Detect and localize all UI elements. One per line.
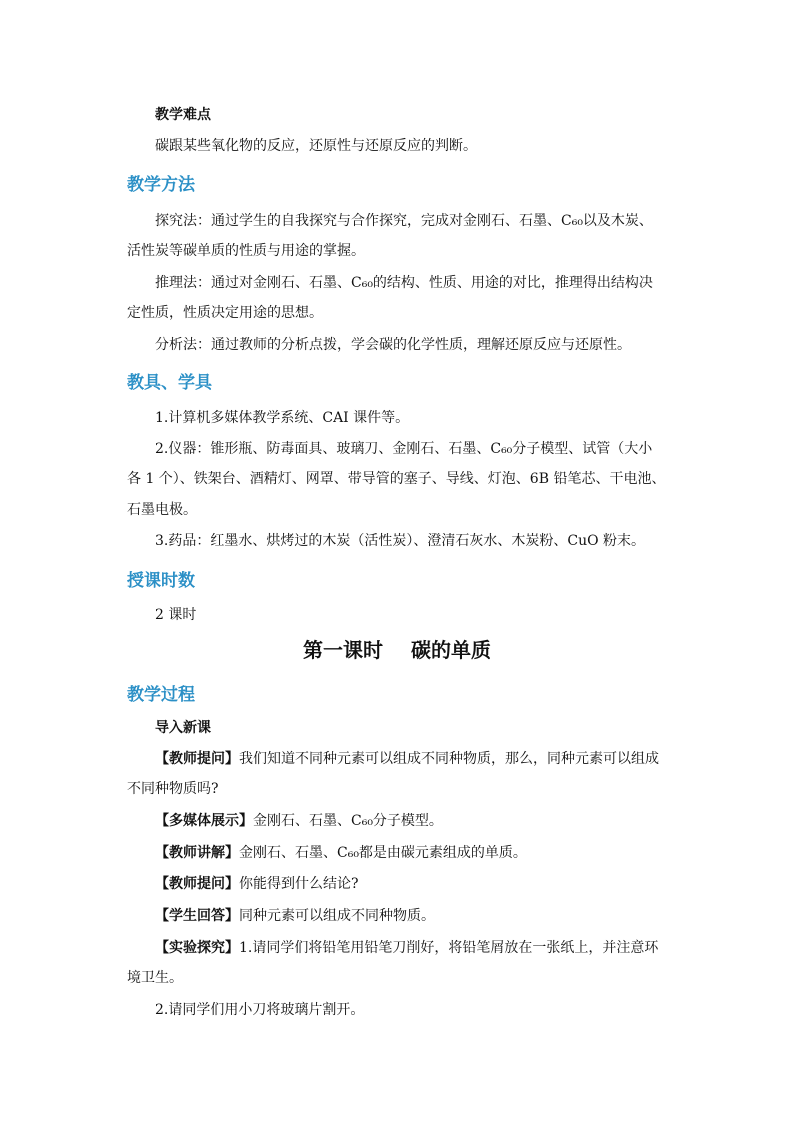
lesson-title <box>0 634 794 663</box>
difficulty-text: 碳跟某些氧化物的反应，还原性与还原反应的判断。 <box>155 138 477 154</box>
experiment-explore <box>155 937 658 957</box>
tag-label: 【实验探究】 <box>155 940 239 956</box>
tag-label: 【教师提问】 <box>155 751 239 767</box>
hours-text: 2 课时 <box>155 607 197 623</box>
methods-p2-line2: 定性质，性质决定用途的思想。 <box>127 305 323 321</box>
process-intro: 导入新课 <box>155 720 211 736</box>
lesson-title-part1: 第一课时 <box>303 638 383 662</box>
paragraph-text: 我们知道不同种元素可以组成不同种物质，那么，同种元素可以组成 <box>239 751 659 767</box>
tools-heading: 教具、学具 <box>127 373 212 393</box>
teacher-question-1-line2: 不同种物质吗? <box>127 781 219 797</box>
tools-item2-line3: 石墨电极。 <box>127 502 197 518</box>
teacher-question-1 <box>155 748 659 768</box>
multimedia-show <box>155 810 443 830</box>
hours-heading: 授课时数 <box>127 571 195 591</box>
experiment-step-2: 2.请同学们用小刀将玻璃片割开。 <box>155 1002 365 1018</box>
tag-label: 【多媒体展示】 <box>155 813 253 829</box>
paragraph-text: 金刚石、石墨、C₆₀都是由碳元素组成的单质。 <box>239 845 527 861</box>
paragraph-text: 同种元素可以组成不同种物质。 <box>239 908 435 924</box>
process-heading: 教学过程 <box>127 685 195 705</box>
lesson-title-part2: 碳的单质 <box>411 638 491 662</box>
tools-item1: 1.计算机多媒体教学系统、CAI 课件等。 <box>155 410 410 426</box>
teacher-question-2 <box>155 873 359 893</box>
paragraph-text: 金刚石、石墨、C₆₀分子模型。 <box>253 813 443 829</box>
methods-p1-line1: 探究法：通过学生的自我探究与合作探究，完成对金刚石、石墨、C₆₀以及木炭、 <box>155 213 653 229</box>
student-answer <box>155 905 435 925</box>
tag-label: 【学生回答】 <box>155 908 239 924</box>
tag-label: 【教师讲解】 <box>155 845 239 861</box>
teacher-explain <box>155 842 527 862</box>
tools-item2-line2: 各 1 个）、铁架台、酒精灯、网罩、带导管的塞子、导线、灯泡、6B 铅笔芯、干电池、 <box>127 471 666 487</box>
methods-p3-line1: 分析法：通过教师的分析点拨，学会碳的化学性质，理解还原反应与还原性。 <box>155 337 631 353</box>
difficulty-title: 教学难点 <box>155 107 211 123</box>
experiment-explore-line2: 境卫生。 <box>127 970 183 986</box>
tag-label: 【教师提问】 <box>155 876 239 892</box>
tools-item3: 3.药品：红墨水、烘烤过的木炭（活性炭）、澄清石灰水、木炭粉、CuO 粉末。 <box>155 533 646 549</box>
tools-item2-line1: 2.仪器：锥形瓶、防毒面具、玻璃刀、金刚石、石墨、C₆₀分子模型、试管（大小 <box>155 441 653 457</box>
methods-p2-line1: 推理法：通过对金刚石、石墨、C₆₀的结构、性质、用途的对比，推理得出结构决 <box>155 275 653 291</box>
paragraph-text: 1.请同学们将铅笔用铅笔刀削好，将铅笔屑放在一张纸上，并注意环 <box>239 940 659 956</box>
methods-p1-line2: 活性炭等碳单质的性质与用途的掌握。 <box>127 243 365 259</box>
paragraph-text: 你能得到什么结论? <box>239 876 359 892</box>
methods-heading: 教学方法 <box>127 175 195 195</box>
